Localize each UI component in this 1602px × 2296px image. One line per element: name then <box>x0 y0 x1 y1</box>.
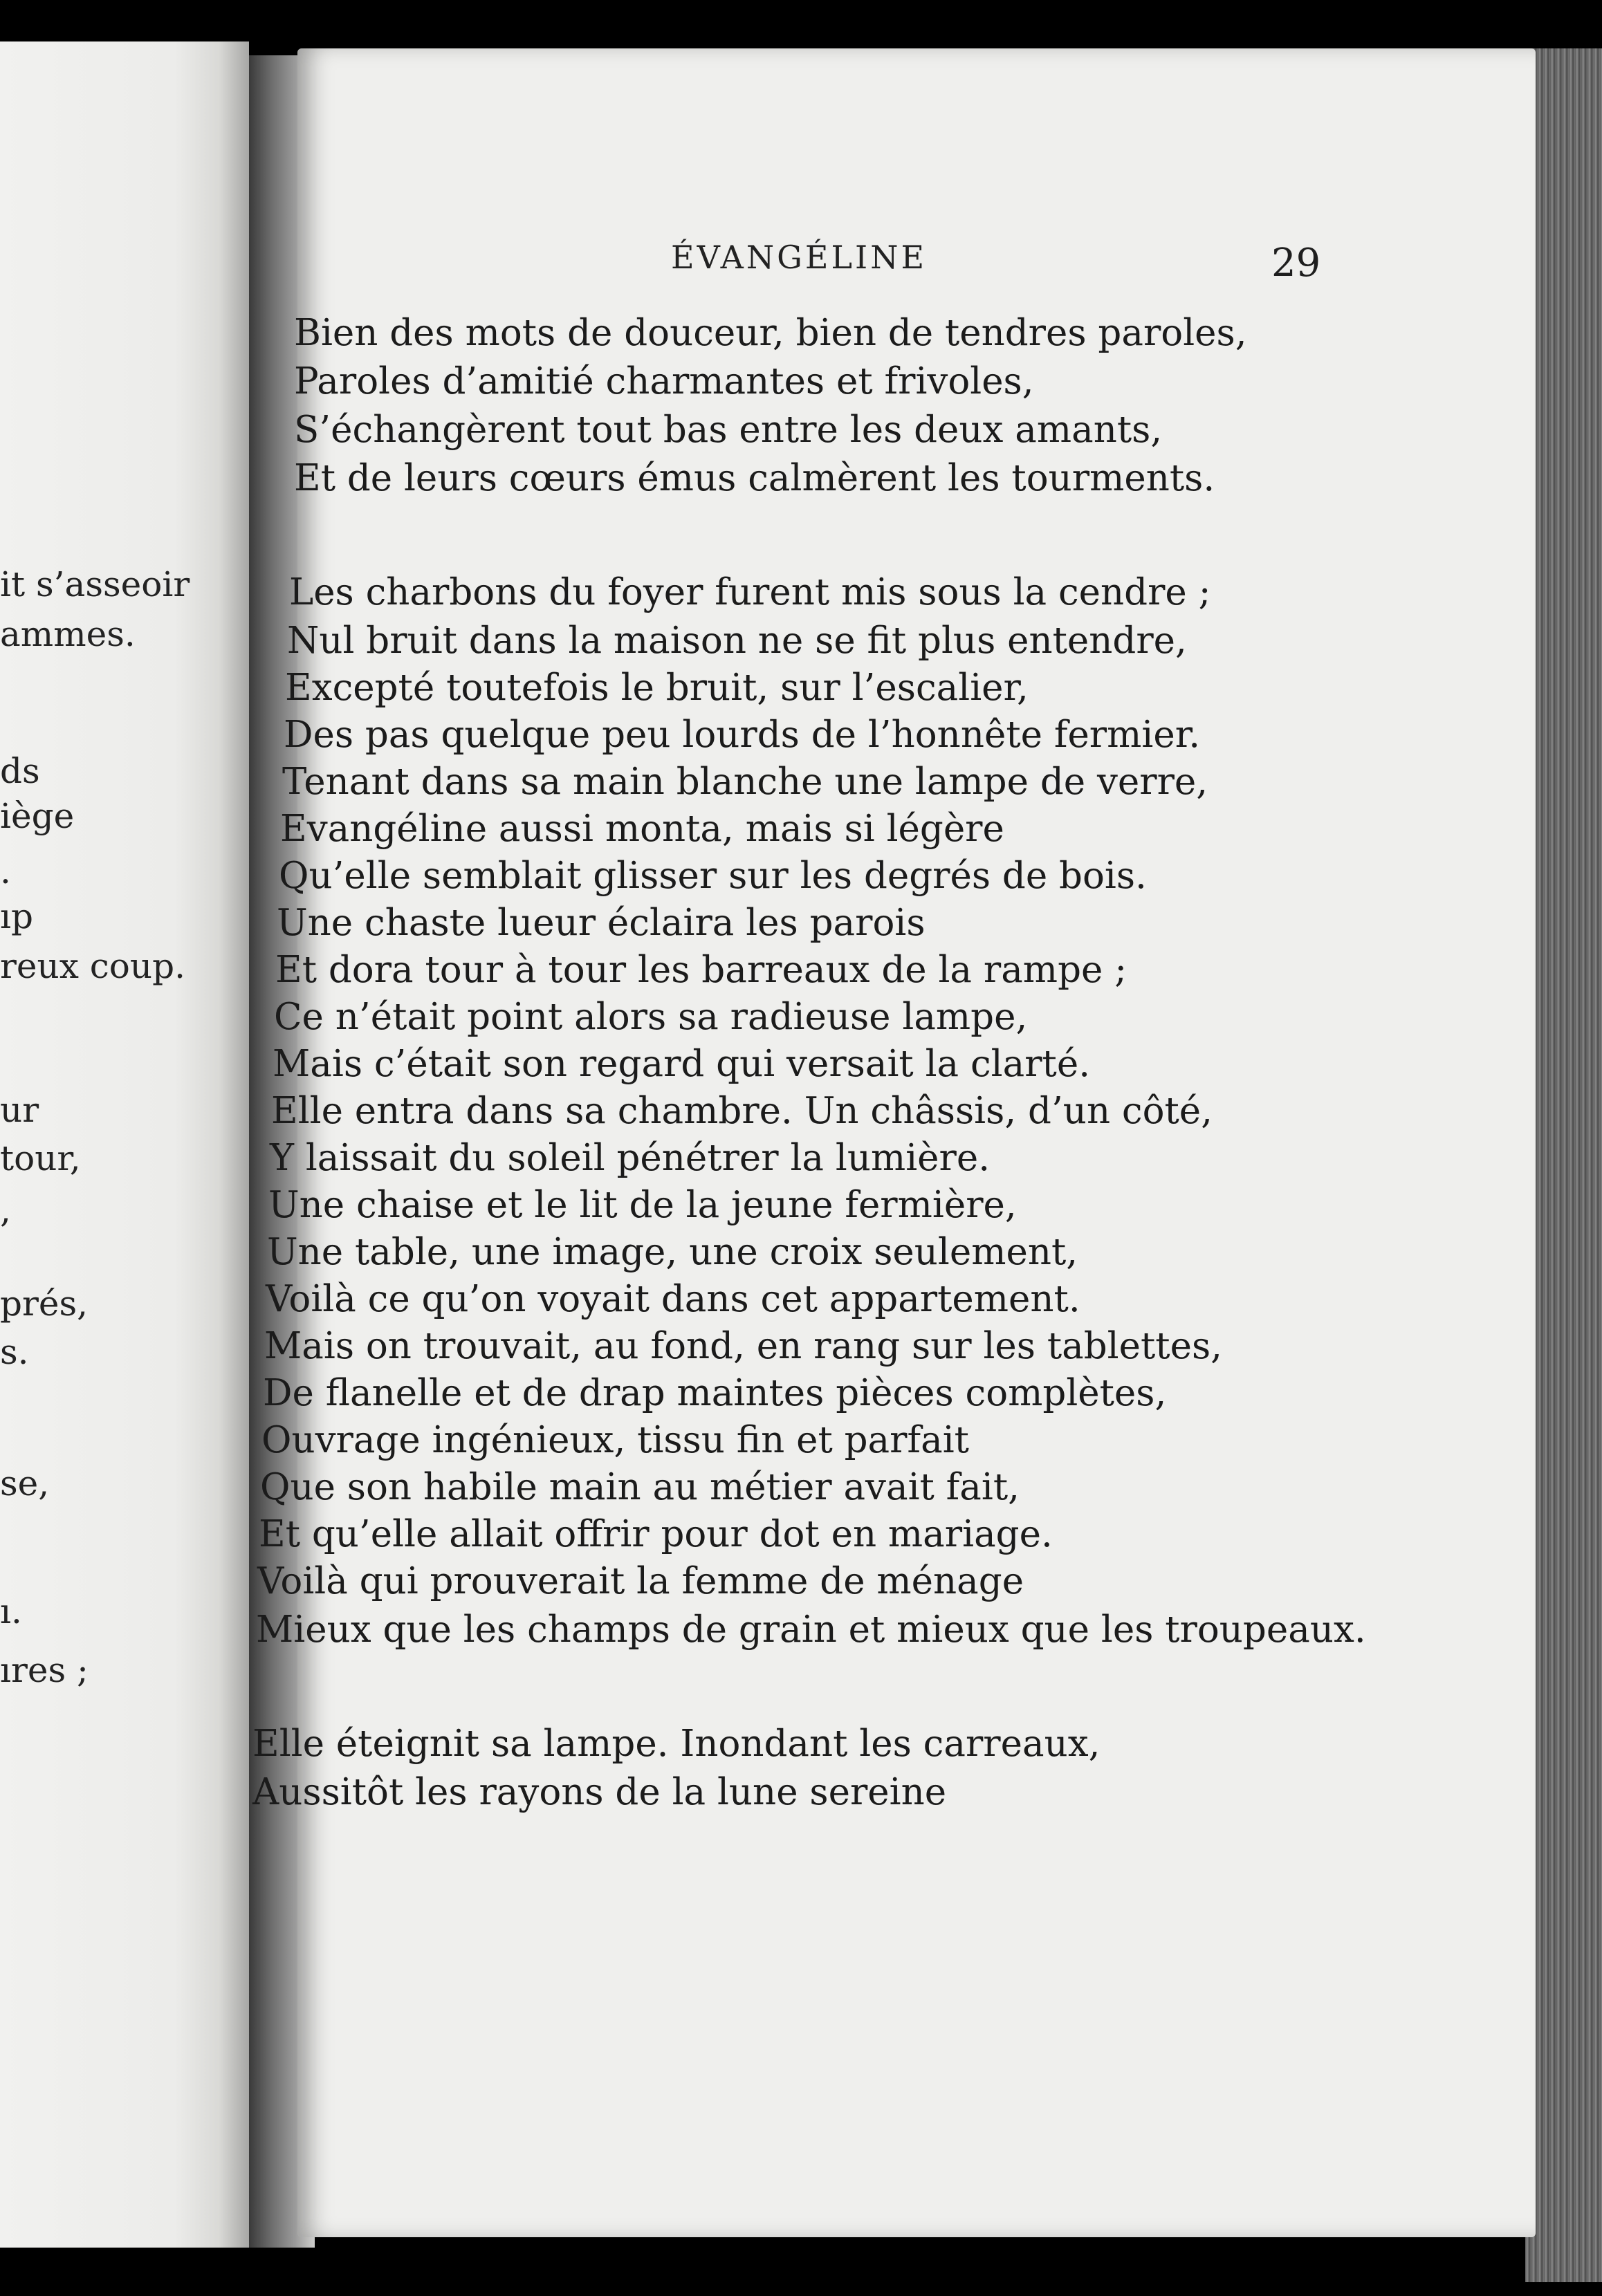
left-page-fragment: ıres ; <box>0 1650 89 1690</box>
left-page-fragment: . <box>0 851 11 891</box>
verse-line: Une table, une image, une croix seulement, <box>267 1231 1078 1273</box>
page-block-edges <box>1525 48 1602 2282</box>
left-page-fragment: ı. <box>0 1591 22 1631</box>
verse-line: Voilà ce qu’on voyait dans cet appartement. <box>266 1278 1080 1320</box>
verse-line: Bien des mots de douceur, bien de tendres paroles, <box>294 312 1247 354</box>
left-page-fragment: ammes. <box>0 614 136 654</box>
verse-line: Ouvrage ingénieux, tissu fin et parfait <box>261 1419 969 1461</box>
verse-line: Et de leurs cœurs émus calmèrent les tourments. <box>294 457 1215 499</box>
left-page-fragment: se, <box>0 1463 50 1503</box>
verse-line: Tenant dans sa main blanche une lampe de verre, <box>282 761 1208 803</box>
verse-line: Evangéline aussi monta, mais si légère <box>280 808 1004 850</box>
verse-line: De flanelle et de drap maintes pièces complètes, <box>263 1372 1167 1414</box>
verse-line: Et dora tour à tour les barreaux de la rampe ; <box>275 949 1127 991</box>
left-page-fragment: it s’asseoir <box>0 564 190 604</box>
left-page-fragment: ıp <box>0 896 33 936</box>
verse-line: Elle éteignit sa lampe. Inondant les carreaux, <box>252 1723 1101 1765</box>
left-page <box>0 41 249 2248</box>
verse-line: Mais on trouvait, au fond, en rang sur les tablettes, <box>264 1325 1222 1367</box>
running-head: ÉVANGÉLINE <box>671 239 928 276</box>
verse-line: Voilà qui prouverait la femme de ménage <box>257 1560 1024 1602</box>
left-page-fragment: , <box>0 1190 11 1230</box>
left-page-fragment: reux coup. <box>0 946 185 986</box>
verse-line: Mieux que les champs de grain et mieux que les troupeaux. <box>256 1609 1366 1651</box>
verse-line: Que son habile main au métier avait fait, <box>260 1466 1020 1508</box>
verse-line: Les charbons du foyer furent mis sous la cendre ; <box>289 571 1211 613</box>
left-page-fragment: s. <box>0 1332 29 1372</box>
left-page-fragment: ds <box>0 751 40 791</box>
verse-line: Ce n’était point alors sa radieuse lampe, <box>274 996 1028 1038</box>
verse-line: Une chaste lueur éclaira les parois <box>277 902 926 944</box>
left-page-fragment: iège <box>0 796 75 836</box>
left-page-fragment: ur <box>0 1090 39 1130</box>
verse-line: S’échangèrent tout bas entre les deux amants, <box>294 409 1163 451</box>
verse-line: Y laissait du soleil pénétrer la lumière. <box>270 1137 991 1179</box>
verse-line: Aussitôt les rayons de la lune sereine <box>252 1771 947 1813</box>
verse-line: Des pas quelque peu lourds de l’honnête fermier. <box>284 714 1201 756</box>
left-page-fragment: prés, <box>0 1284 89 1324</box>
verse-line: Paroles d’amitié charmantes et frivoles, <box>294 360 1034 402</box>
left-page-fragment: tour, <box>0 1138 81 1178</box>
verse-line: Excepté toutefois le bruit, sur l’escalier, <box>285 667 1029 709</box>
verse-line: Et qu’elle allait offrir pour dot en mariage. <box>259 1513 1053 1555</box>
verse-line: Nul bruit dans la maison ne se fit plus entendre, <box>287 620 1187 662</box>
verse-line: Qu’elle semblait glisser sur les degrés de bois. <box>279 855 1147 897</box>
page-number: 29 <box>1271 241 1321 286</box>
verse-line: Mais c’était son regard qui versait la clarté. <box>273 1043 1091 1085</box>
verse-line: Une chaise et le lit de la jeune fermière, <box>268 1184 1017 1226</box>
verse-line: Elle entra dans sa chambre. Un châssis, d’un côté, <box>271 1090 1213 1132</box>
